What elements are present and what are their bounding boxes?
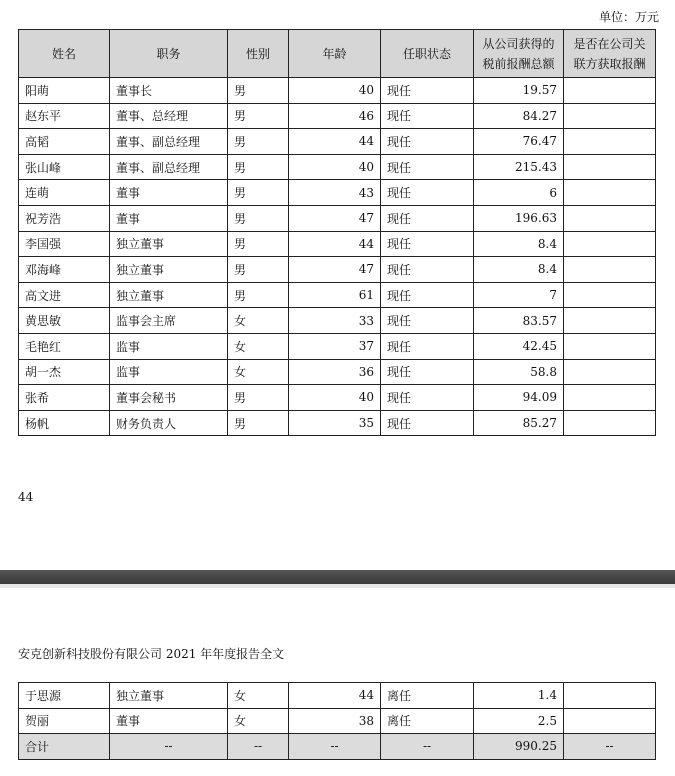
cell-title: 独立董事 xyxy=(110,282,228,308)
cell-status: 现任 xyxy=(381,205,474,231)
cell-title: 董事 xyxy=(110,708,228,734)
cell-title: 独立董事 xyxy=(110,257,228,283)
table-row xyxy=(19,333,656,359)
table-row xyxy=(19,257,656,283)
cell-age: 47 xyxy=(289,257,381,283)
unit-label: 单位：万元 xyxy=(598,10,659,24)
cell-title: 财务负责人 xyxy=(110,410,228,436)
cell-pay: 8.4 xyxy=(474,257,564,283)
cell-pay: 1.4 xyxy=(474,683,564,709)
total-age: -- xyxy=(289,734,381,760)
table-header-row xyxy=(19,30,656,78)
cell-name: 黄思敏 xyxy=(19,308,110,334)
cell-pay: 42.45 xyxy=(474,333,564,359)
cell-title: 董事会秘书 xyxy=(110,385,228,411)
cell-pay: 7 xyxy=(474,282,564,308)
cell-age: 40 xyxy=(289,78,381,104)
table-row xyxy=(19,154,656,180)
cell-gender: 女 xyxy=(228,359,289,385)
table-row xyxy=(19,359,656,385)
cell-pay: 84.27 xyxy=(474,103,564,129)
cell-status: 离任 xyxy=(381,683,474,709)
cell-pay: 8.4 xyxy=(474,231,564,257)
cell-name: 李国强 xyxy=(19,231,110,257)
cell-gender: 女 xyxy=(228,308,289,334)
compensation-table-continued xyxy=(18,682,656,760)
table-row xyxy=(19,129,656,155)
table-row xyxy=(19,78,656,104)
cell-gender: 女 xyxy=(228,683,289,709)
cell-age: 36 xyxy=(289,359,381,385)
cell-title: 监事会主席 xyxy=(110,308,228,334)
table-row xyxy=(19,708,656,734)
cell-gender: 男 xyxy=(228,410,289,436)
cell-age: 44 xyxy=(289,129,381,155)
cell-name: 胡一杰 xyxy=(19,359,110,385)
cell-pay: 85.27 xyxy=(474,410,564,436)
cell-status: 现任 xyxy=(381,257,474,283)
cell-name: 祝芳浩 xyxy=(19,205,110,231)
cell-name: 杨帆 xyxy=(19,410,110,436)
cell-title: 董事、副总经理 xyxy=(110,154,228,180)
cell-related xyxy=(564,231,656,257)
cell-name: 阳萌 xyxy=(19,78,110,104)
table-row xyxy=(19,103,656,129)
header-age: 年龄 xyxy=(289,30,381,78)
table-row xyxy=(19,205,656,231)
cell-age: 47 xyxy=(289,205,381,231)
total-name: 合计 xyxy=(19,734,110,760)
cell-related xyxy=(564,154,656,180)
cell-pay: 58.8 xyxy=(474,359,564,385)
cell-age: 33 xyxy=(289,308,381,334)
cell-status: 现任 xyxy=(381,231,474,257)
cell-title: 董事 xyxy=(110,205,228,231)
total-title: -- xyxy=(110,734,228,760)
cell-related xyxy=(564,129,656,155)
cell-name: 赵东平 xyxy=(19,103,110,129)
cell-title: 董事长 xyxy=(110,78,228,104)
cell-pay: 215.43 xyxy=(474,154,564,180)
total-related: -- xyxy=(564,734,656,760)
cell-age: 35 xyxy=(289,410,381,436)
cell-gender: 女 xyxy=(228,333,289,359)
cell-status: 现任 xyxy=(381,180,474,206)
cell-title: 董事 xyxy=(110,180,228,206)
page-number: 44 xyxy=(18,490,34,504)
table-row xyxy=(19,385,656,411)
total-status: -- xyxy=(381,734,474,760)
cell-name: 连萌 xyxy=(19,180,110,206)
cell-pay: 94.09 xyxy=(474,385,564,411)
cell-age: 40 xyxy=(289,154,381,180)
cell-gender: 男 xyxy=(228,282,289,308)
cell-related xyxy=(564,333,656,359)
total-pay: 990.25 xyxy=(474,734,564,760)
cell-pay: 19.57 xyxy=(474,78,564,104)
cell-title: 董事、总经理 xyxy=(110,103,228,129)
cell-related xyxy=(564,385,656,411)
header-status: 任职状态 xyxy=(381,30,474,78)
cell-name: 毛艳红 xyxy=(19,333,110,359)
cell-related xyxy=(564,308,656,334)
cell-gender: 男 xyxy=(228,231,289,257)
cell-status: 现任 xyxy=(381,282,474,308)
cell-gender: 男 xyxy=(228,103,289,129)
cell-pay: 2.5 xyxy=(474,708,564,734)
compensation-table xyxy=(18,29,656,436)
report-title: 安克创新科技股份有限公司 2021 年年度报告全文 xyxy=(18,647,285,661)
cell-related xyxy=(564,257,656,283)
cell-gender: 男 xyxy=(228,129,289,155)
cell-status: 现任 xyxy=(381,129,474,155)
cell-age: 46 xyxy=(289,103,381,129)
cell-name: 高文进 xyxy=(19,282,110,308)
cell-age: 37 xyxy=(289,333,381,359)
cell-related xyxy=(564,78,656,104)
table-row xyxy=(19,231,656,257)
cell-gender: 女 xyxy=(228,708,289,734)
total-gender: -- xyxy=(228,734,289,760)
cell-gender: 男 xyxy=(228,180,289,206)
cell-related xyxy=(564,359,656,385)
cell-related xyxy=(564,683,656,709)
cell-age: 40 xyxy=(289,385,381,411)
header-name: 姓名 xyxy=(19,30,110,78)
table-row xyxy=(19,282,656,308)
header-pay: 从公司获得的税前报酬总额 xyxy=(474,30,564,78)
header-related: 是否在公司关联方获取报酬 xyxy=(564,30,656,78)
cell-title: 监事 xyxy=(110,359,228,385)
cell-age: 38 xyxy=(289,708,381,734)
cell-related xyxy=(564,282,656,308)
table-row xyxy=(19,410,656,436)
cell-status: 现任 xyxy=(381,103,474,129)
cell-name: 邓海峰 xyxy=(19,257,110,283)
cell-related xyxy=(564,708,656,734)
cell-related xyxy=(564,205,656,231)
cell-pay: 76.47 xyxy=(474,129,564,155)
cell-title: 董事、副总经理 xyxy=(110,129,228,155)
cell-status: 现任 xyxy=(381,308,474,334)
cell-age: 44 xyxy=(289,683,381,709)
page-separator-gap xyxy=(0,584,675,588)
cell-name: 贺丽 xyxy=(19,708,110,734)
cell-status: 离任 xyxy=(381,708,474,734)
cell-status: 现任 xyxy=(381,410,474,436)
cell-related xyxy=(564,103,656,129)
table-row xyxy=(19,308,656,334)
cell-related xyxy=(564,180,656,206)
cell-pay: 6 xyxy=(474,180,564,206)
cell-pay: 83.57 xyxy=(474,308,564,334)
cell-title: 独立董事 xyxy=(110,231,228,257)
cell-gender: 男 xyxy=(228,385,289,411)
table-row xyxy=(19,180,656,206)
table-row xyxy=(19,683,656,709)
cell-status: 现任 xyxy=(381,385,474,411)
cell-title: 监事 xyxy=(110,333,228,359)
cell-related xyxy=(564,410,656,436)
cell-name: 张希 xyxy=(19,385,110,411)
cell-name: 高韬 xyxy=(19,129,110,155)
cell-gender: 男 xyxy=(228,257,289,283)
cell-age: 61 xyxy=(289,282,381,308)
cell-pay: 196.63 xyxy=(474,205,564,231)
cell-name: 于思源 xyxy=(19,683,110,709)
cell-name: 张山峰 xyxy=(19,154,110,180)
header-title: 职务 xyxy=(110,30,228,78)
cell-status: 现任 xyxy=(381,333,474,359)
cell-gender: 男 xyxy=(228,78,289,104)
cell-age: 44 xyxy=(289,231,381,257)
cell-status: 现任 xyxy=(381,78,474,104)
total-row xyxy=(19,734,656,760)
cell-age: 43 xyxy=(289,180,381,206)
page-separator xyxy=(0,570,675,584)
cell-status: 现任 xyxy=(381,154,474,180)
header-gender: 性别 xyxy=(228,30,289,78)
cell-status: 现任 xyxy=(381,359,474,385)
cell-gender: 男 xyxy=(228,205,289,231)
cell-gender: 男 xyxy=(228,154,289,180)
cell-title: 独立董事 xyxy=(110,683,228,709)
